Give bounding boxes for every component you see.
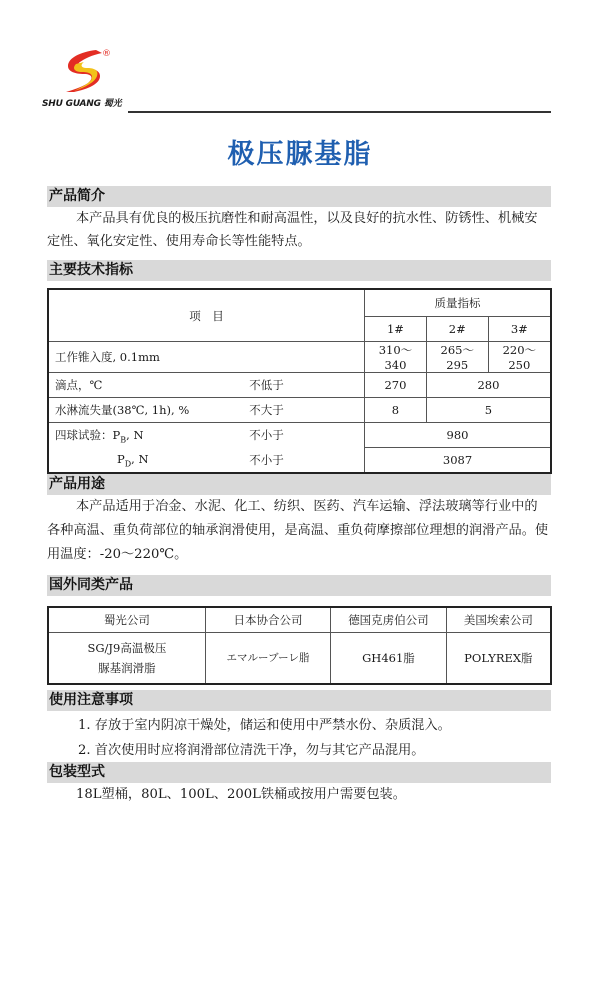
row-condition: 不小于	[243, 448, 364, 474]
brand-logo	[42, 46, 132, 112]
section-heading-foreign: 国外同类产品	[47, 575, 551, 596]
section-heading-notes: 使用注意事项	[47, 690, 551, 711]
product-cell: GH461脂	[331, 633, 447, 685]
intro-line-2: 定性、氧化安定性、使用寿命长等性能特点。	[47, 234, 311, 249]
grade-3: 3#	[488, 317, 551, 342]
cell-value: 270	[365, 373, 427, 398]
intro-line-1: 本产品具有优良的极压抗磨性和耐高温性，以及良好的抗水性、防锈性、机械安	[76, 211, 538, 226]
section-heading-specs: 主要技术指标	[47, 260, 551, 281]
cell-value: 280	[426, 373, 551, 398]
usage-paragraph	[47, 495, 552, 567]
usage-line-3: 用温度：-20～220℃。	[47, 547, 188, 562]
logo-text: SHU GUANG 蜀光	[42, 99, 122, 109]
row-label: 水淋流失量(38℃, 1h), %	[48, 398, 243, 423]
row-condition: 不大于	[243, 398, 364, 423]
list-item: 2. 首次使用时应将润滑部位清洗干净，勿与其它产品混用。	[78, 743, 425, 758]
col-header: 美国埃索公司	[446, 607, 551, 633]
product-cell: POLYREX脂	[446, 633, 551, 685]
grade-1: 1#	[365, 317, 427, 342]
packaging-text: 18L塑桶，80L、100L、200L铁桶或按用户需要包装。	[76, 787, 406, 802]
cell-value: 310～340	[365, 342, 427, 373]
usage-line-1: 本产品适用于冶金、水泥、化工、纺织、医药、汽车运输、浮法玻璃等行业中的	[76, 499, 538, 514]
table-row	[48, 398, 551, 423]
cell-value: 5	[426, 398, 551, 423]
intro-paragraph	[47, 207, 552, 253]
row-condition: 不小于	[243, 423, 364, 448]
cell-value: 8	[365, 398, 427, 423]
table-header-row	[48, 607, 551, 633]
stylized-s-logo-icon	[54, 46, 124, 96]
col-header: 蜀光公司	[48, 607, 205, 633]
section-heading-packaging: 包装型式	[47, 762, 551, 783]
foreign-products-table	[47, 606, 552, 685]
cell-value: 980	[365, 423, 551, 448]
row-condition: 不低于	[243, 373, 364, 398]
table-row	[48, 373, 551, 398]
row-label: $P_D$, N	[48, 448, 243, 474]
row-label: 四球试验：$P_B$, N	[48, 423, 243, 448]
cell-value: 265～295	[426, 342, 488, 373]
page-title: 极压脲基脂	[227, 139, 373, 170]
specs-table	[47, 288, 552, 474]
notes-list	[78, 713, 548, 763]
table-row	[48, 448, 551, 474]
cell-value: 220～250	[488, 342, 551, 373]
section-heading-usage: 产品用途	[47, 474, 551, 495]
product-cell: エマルーブーレ脂	[205, 633, 330, 685]
row-label: 工作锥入度, 0.1mm	[48, 342, 365, 373]
col-header: 德国克虏伯公司	[331, 607, 447, 633]
list-item: 1. 存放于室内阴凉干燥处，储运和使用中严禁水份、杂质混入。	[78, 718, 451, 733]
product-cell: SG/J9高温极压 脲基润滑脂	[48, 633, 205, 685]
specs-header-quality: 质量指标	[365, 289, 551, 317]
usage-line-2: 各种高温、重负荷部位的轴承润滑使用，是高温、重负荷摩擦部位理想的润滑产品。使	[47, 523, 549, 538]
specs-header-item: 项 目	[48, 289, 365, 342]
row-label: 滴点，℃	[48, 373, 243, 398]
registered-mark: ®	[102, 49, 111, 59]
table-row	[48, 423, 551, 448]
col-header: 日本协合公司	[205, 607, 330, 633]
table-row	[48, 633, 551, 685]
section-heading-intro: 产品简介	[47, 186, 551, 207]
cell-value: 3087	[365, 448, 551, 474]
header-rule	[128, 111, 551, 113]
grade-2: 2#	[426, 317, 488, 342]
table-row	[48, 342, 551, 373]
